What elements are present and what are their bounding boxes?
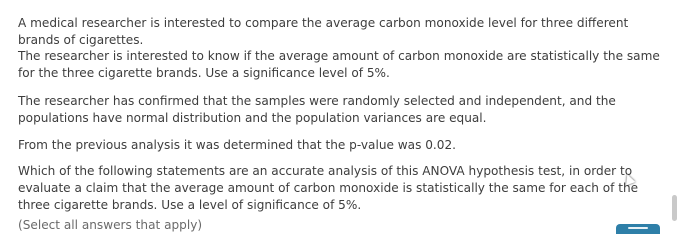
scrollbar-thumb[interactable] <box>672 195 677 221</box>
question-prompt: Which of the following statements are an accurate analysis of this ANOVA hypothesis test, in order to evaluate a claim that the average amount of carbon monoxide is statistically the same for each of the three cigarette brands. Use a level of significance of 5%. <box>18 164 639 212</box>
question-assumptions: The researcher has confirmed that the samples were randomly selected and independent, and the populations have normal distribution and the population variances are equal. <box>18 94 616 125</box>
action-button[interactable] <box>616 224 660 234</box>
question-goal: The researcher is interested to know if the average amount of carbon monoxide are statistically the same for the three cigarette brands. Use a significance level of 5%. <box>18 49 660 80</box>
select-all-instruction: (Select all answers that apply) <box>18 218 203 232</box>
question-pvalue: From the previous analysis it was determined that the p-value was 0.02. <box>18 138 456 152</box>
question-intro: A medical researcher is interested to compare the average carbon monoxide level for three different brands of cigarettes. <box>18 16 629 47</box>
